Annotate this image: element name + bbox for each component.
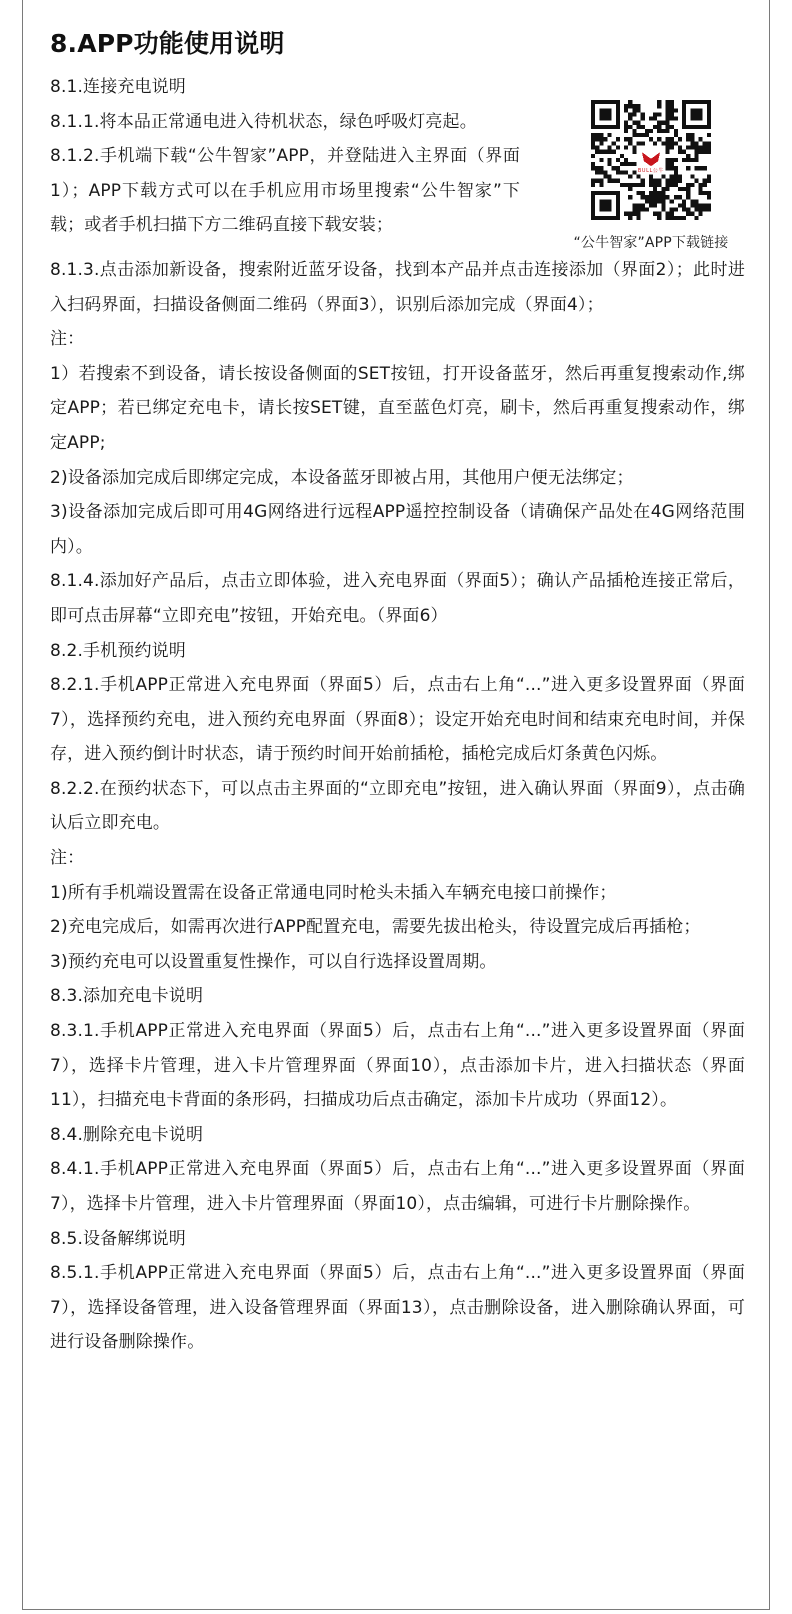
section-heading: 8.1.连接充电说明 (50, 77, 186, 97)
paragraph: 8.4.1.手机APP正常进入充电界面（界面5）后，点击右上角“...”进入更多设置界面（界面7），选择卡片管理，进入卡片管理界面（界面10），点击编辑，可进行卡片删除操作。 (50, 1159, 745, 1214)
paragraph: 8.1.1.将本品正常通电进入待机状态，绿色呼吸灯亮起。 (50, 111, 477, 132)
logo-text: BULL公牛 (637, 168, 665, 174)
intro-section (50, 70, 745, 251)
intro-text (50, 70, 520, 243)
paragraph: 8.1.3.点击添加新设备，搜索附近蓝牙设备，找到本产品并点击连接添加（界面2）；此时进入扫码界面，扫描设备侧面二维码（界面3），识别后添加完成（界面4）； (50, 259, 745, 315)
paragraph: 8.2.2.在预约状态下，可以点击主界面的“立即充电”按钮，进入确认界面（界面9），点击确认后立即充电。 (50, 778, 745, 834)
qr-caption: “公牛智家”APP下载链接 (573, 235, 729, 251)
paragraph: 8.5.设备解绑说明 (50, 1228, 186, 1249)
paragraph: 8.1.2.手机端下载“公牛智家”APP，并登陆进入主界面（界面1）；APP下载方式可以在手机应用市场里搜索“公牛智家”下载；或者手机扫描下方二维码直接下载安装； (50, 146, 520, 236)
paragraph: 3)设备添加完成后即可用4G网络进行远程APP遥控控制设备（请确保产品处在4G网络范围内）。 (50, 502, 745, 557)
paragraph: 1)所有手机端设置需在设备正常通电同时枪头未插入车辆充电接口前操作； (50, 882, 617, 903)
paragraph: 8.3.添加充电卡说明 (50, 986, 204, 1007)
content-body (50, 24, 745, 1360)
paragraph-list (50, 253, 745, 1360)
paragraph: 2)充电完成后，如需再次进行APP配置充电，需要先拔出枪头，待设置完成后再插枪； (50, 917, 701, 938)
paragraph: 8.3.1.手机APP正常进入充电界面（界面5）后，点击右上角“...”进入更多设置界面（界面7），选择卡片管理，进入卡片管理界面（界面10），点击添加卡片，进入扫描状态（界面11），扫描充电卡背面的条形码，扫描成功后点击确定，添加卡片成功（界面12）。 (50, 1021, 745, 1111)
paragraph: 8.4.删除充电卡说明 (50, 1124, 204, 1145)
page-title: 8.APP功能使用说明 (50, 29, 285, 58)
manual-page (22, 0, 770, 1610)
paragraph: 2)设备添加完成后即绑定完成，本设备蓝牙即被占用，其他用户便无法绑定； (50, 467, 634, 488)
paragraph: 3)预约充电可以设置重复性操作，可以自行选择设置周期。 (50, 951, 497, 972)
paragraph: 8.1.4.添加好产品后，点击立即体验，进入充电界面（界面5）；确认产品插枪连接正常后，即可点击屏幕“立即充电”按钮，开始充电。（界面6） (50, 571, 745, 626)
paragraph: 注： (50, 329, 85, 350)
paragraph: 8.2.手机预约说明 (50, 640, 186, 661)
paragraph: 8.2.1.手机APP正常进入充电界面（界面5）后，点击右上角“...”进入更多设置界面（界面7），选择预约充电，进入预约充电界面（界面8）；设定开始充电时间和结束充电时间，并保存，进入预约倒计时状态，请于预约时间开始前插枪，插枪完成后灯条黄色闪烁。 (50, 675, 745, 765)
paragraph: 注： (50, 848, 85, 869)
paragraph: 1）若搜索不到设备，请长按设备侧面的SET按钮，打开设备蓝牙，然后再重复搜索动作,绑定APP；若已绑定充电卡，请长按SET键，直至蓝色灯亮，刷卡，然后再重复搜索动作，绑定APP; (50, 363, 745, 453)
qr-code (591, 100, 711, 220)
paragraph: 8.5.1.手机APP正常进入充电界面（界面5）后，点击右上角“...”进入更多设置界面（界面7），选择设备管理，进入设备管理界面（界面13），点击删除设备，进入删除确认界面，可进行设备删除操作。 (50, 1263, 745, 1353)
qr-block (561, 100, 741, 254)
